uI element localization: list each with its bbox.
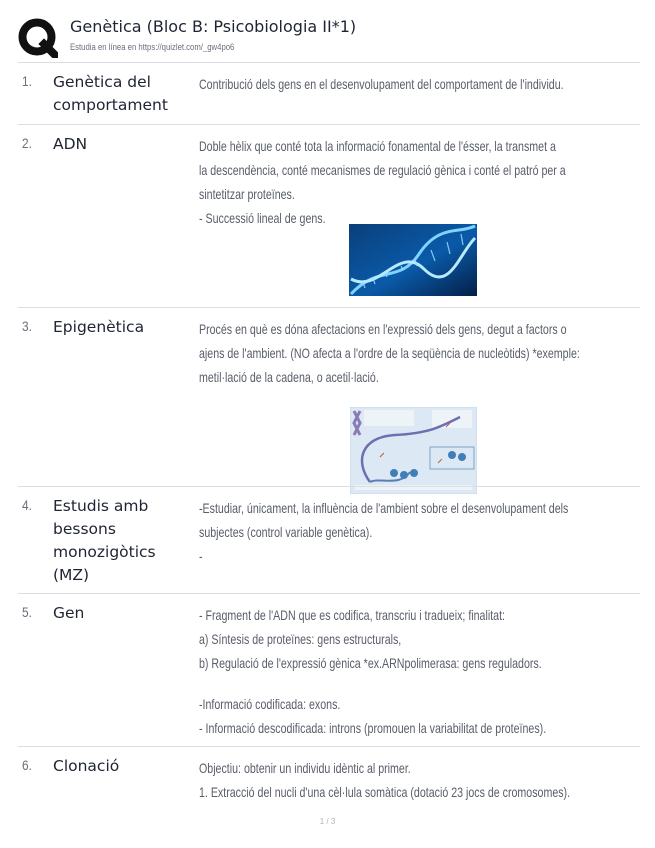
card-definition (199, 603, 625, 740)
card-definition (199, 72, 625, 96)
epigenetics-diagram-image (350, 407, 477, 494)
card-term: Epigenètica (53, 318, 145, 336)
document-header (18, 16, 638, 60)
card-term: Gen (53, 604, 85, 622)
definition-line: a) Síntesis de proteïnes: gens estructurals, (199, 631, 402, 647)
definition-line: - Fragment de l'ADN que es codifica, transcriu i tradueix; finalitat: (199, 607, 505, 623)
card-definition (199, 496, 625, 568)
card-number: 3. (22, 318, 32, 334)
definition-line: -Estudiar, únicament, la influència de l'ambient sobre el desenvolupament dels (199, 500, 569, 516)
definition-line: la descendència, conté mecanismes de regulació gènica i conté el patró per a (199, 162, 566, 178)
page-subtitle: Estudia en línea en https://quizlet.com/_gw4po6 (70, 42, 235, 52)
definition-line: b) Regulació de l'expressió gènica *ex.ARNpolimerasa: gens reguladors. (199, 655, 542, 671)
flashcard-list (18, 62, 640, 817)
definition-line: sintetitzar proteïnes. (199, 186, 295, 202)
flashcard (18, 486, 640, 593)
flashcard (18, 593, 640, 746)
definition-line: 1. Extracció del nucli d'una cèl·lula somàtica (dotació 23 jocs de cromosomes). (199, 784, 571, 800)
definition-line: Doble hèlix que conté tota la informació fonamental de l'ésser, la transmet a (199, 138, 556, 154)
definition-line: Procés en què es dóna afectacions en l'expressió dels gens, degut a factors o (199, 321, 567, 337)
card-definition (199, 317, 625, 389)
flashcard (18, 746, 640, 817)
dna-helix-image (349, 224, 477, 296)
quizlet-logo-icon (18, 18, 58, 58)
card-definition (199, 756, 625, 804)
card-number: 4. (22, 497, 32, 513)
card-number: 2. (22, 135, 32, 151)
flashcard (18, 307, 640, 486)
page-number: 1 / 3 (319, 817, 336, 826)
definition-line: - Successió lineal de gens. (199, 210, 326, 226)
card-term: Estudis amb bessons monozigòtics (MZ) (53, 497, 156, 584)
definition-line: - (199, 548, 203, 564)
definition-line: - Informació descodificada: introns (promouen la variabilitat de proteïnes). (199, 720, 547, 736)
definition-line: Objectiu: obtenir un individu idèntic al primer. (199, 760, 411, 776)
card-number: 5. (22, 604, 32, 620)
paragraph-gap (199, 675, 625, 692)
flashcard (18, 62, 640, 124)
card-number: 6. (22, 757, 32, 773)
card-definition (199, 134, 625, 230)
card-term: ADN (53, 135, 88, 153)
card-term: Clonació (53, 757, 120, 775)
definition-line: -Informació codificada: exons. (199, 696, 341, 712)
card-term: Genètica del comportament (53, 73, 168, 114)
flashcard (18, 124, 640, 307)
definition-line: metil·lació de la cadena, o acetil·lació. (199, 369, 379, 385)
definition-line: subjectes (control variable genètica). (199, 524, 373, 540)
page-title: Genètica (Bloc B: Psicobiologia II*1) (70, 17, 357, 36)
definition-line: ajens de l'ambient. (NO afecta a l'ordre de la seqüència de nucleòtids) *exemple: (199, 345, 580, 361)
card-number: 1. (22, 73, 32, 89)
definition-line: Contribució dels gens en el desenvolupament del comportament de l'individu. (199, 76, 564, 92)
